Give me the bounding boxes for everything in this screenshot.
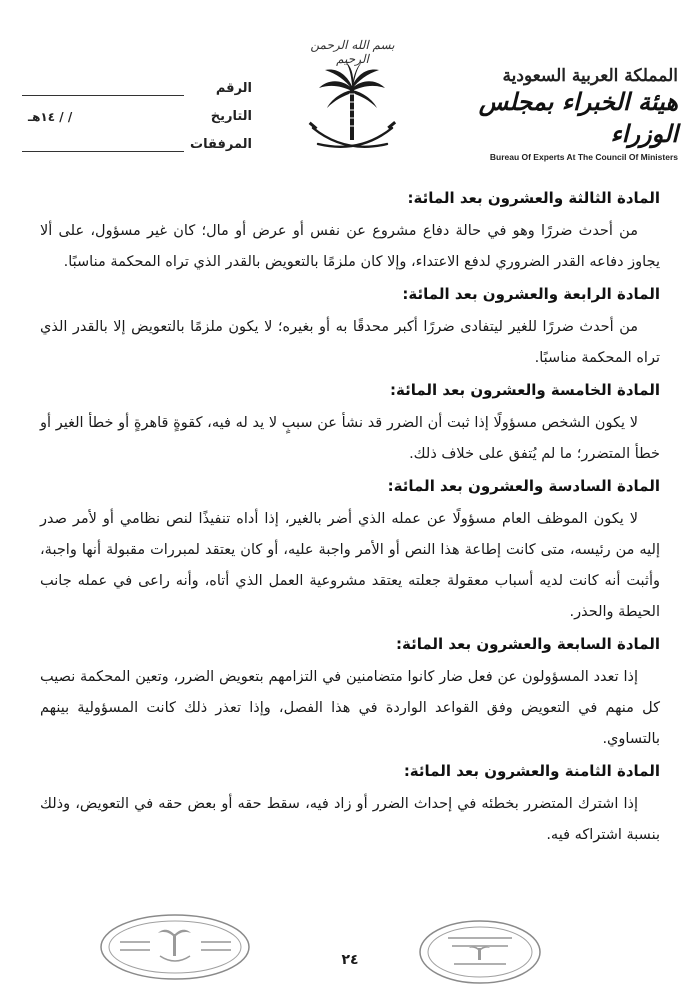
article-title: المادة السادسة والعشرون بعد المائة:: [387, 477, 660, 495]
article-title: المادة الخامسة والعشرون بعد المائة:: [389, 381, 660, 399]
date-row: [22, 96, 252, 124]
article-126: [40, 474, 660, 628]
date-value: / / ١٤هـ: [28, 110, 73, 124]
saudi-emblem-icon: [305, 58, 400, 158]
page-number: ٢٤: [341, 952, 359, 968]
article-127: [40, 632, 660, 755]
organization-name: هيئة الخبراء بمجلس الوزراء: [478, 87, 678, 148]
country-name: المملكة العربية السعودية: [502, 66, 678, 86]
article-text: من أحدث ضررًا للغير ليتفادى ضررًا أكبر محدقًا به أو بغيره؛ لا يكون ملزمًا بالتعويض إلا بالقدر الذي تراه المحكمة مناسبًا.: [40, 319, 660, 366]
article-title: المادة الثالثة والعشرون بعد المائة:: [407, 189, 660, 207]
article-123: [40, 186, 660, 278]
article-title: المادة السابعة والعشرون بعد المائة:: [395, 635, 660, 653]
attachments-row: [22, 124, 252, 152]
article-title: المادة الرابعة والعشرون بعد المائة:: [402, 285, 660, 303]
number-field: [22, 81, 184, 96]
article-text: من أحدث ضررًا وهو في حالة دفاع مشروع عن نفس أو عرض أو مال؛ كان غير مسؤول، على ألا يجاوز دفاعه القدر الضروري لدفع الاعتداء، وإلا كان ملزمًا بالتعويض بالقدر الذي تراه المحكمة مناسبًا.: [40, 223, 660, 270]
number-row: [22, 68, 252, 96]
number-label: الرقم: [215, 81, 252, 96]
article-124: [40, 282, 660, 374]
organization-header: [408, 66, 678, 162]
date-label: التاريخ: [210, 109, 252, 124]
document-body: [40, 186, 660, 855]
article-text: إذا اشترك المتضرر بخطئه في إحداث الضرر أو زاد فيه، سقط حقه أو بعض حقه في التعويض، وذلك بنسبة اشتراكه فيه.: [40, 796, 660, 843]
article-text: إذا تعدد المسؤولون عن فعل ضار كانوا متضامنين في التزامهم بتعويض الضرر، وتعين المحكمة نصيب كل منهم في التعويض وفق القواعد الواردة في هذا الفصل، وإذا تعذر ذلك كانت المسؤولية بينهم بالتساوي.: [40, 669, 660, 747]
article-128: [40, 759, 660, 851]
organization-name-english: Bureau Of Experts At The Council Of Ministers: [489, 152, 678, 162]
ministry-seal-icon: [418, 918, 543, 986]
article-title: المادة الثامنة والعشرون بعد المائة:: [403, 762, 660, 780]
official-seal-icon: [98, 912, 253, 982]
attachments-label: المرفقات: [190, 137, 252, 152]
article-text: لا يكون الشخص مسؤولًا إذا ثبت أن الضرر قد نشأ عن سببٍ لا يد له فيه، كقوةٍ قاهرةٍ أو خطأ الغير أو خطأ المتضرر؛ ما لم يُتفق على خلاف ذلك.: [40, 415, 660, 462]
article-text: لا يكون الموظف العام مسؤولًا عن عمله الذي أضر بالغير، إذا أداه تنفيذًا لنص نظامي أو لأمر صدر إليه من رئيسه، متى كانت إطاعة هذا النص أو الأمر واجبة عليه، أو كان يعتقد لمبررات مقبولة أنها واجبة، وأثبت أنه كانت لديه أسباب معقولة جعلته يعتقد مشروعية العمل الذي أتاه، وأنه راعى في عمله جانب الحيطة والحذر.: [40, 511, 660, 620]
attachments-field: [22, 137, 184, 152]
basmala: بسم الله الرحمن الرحيم: [310, 38, 395, 66]
article-125: [40, 378, 660, 470]
document-meta: [22, 68, 252, 152]
